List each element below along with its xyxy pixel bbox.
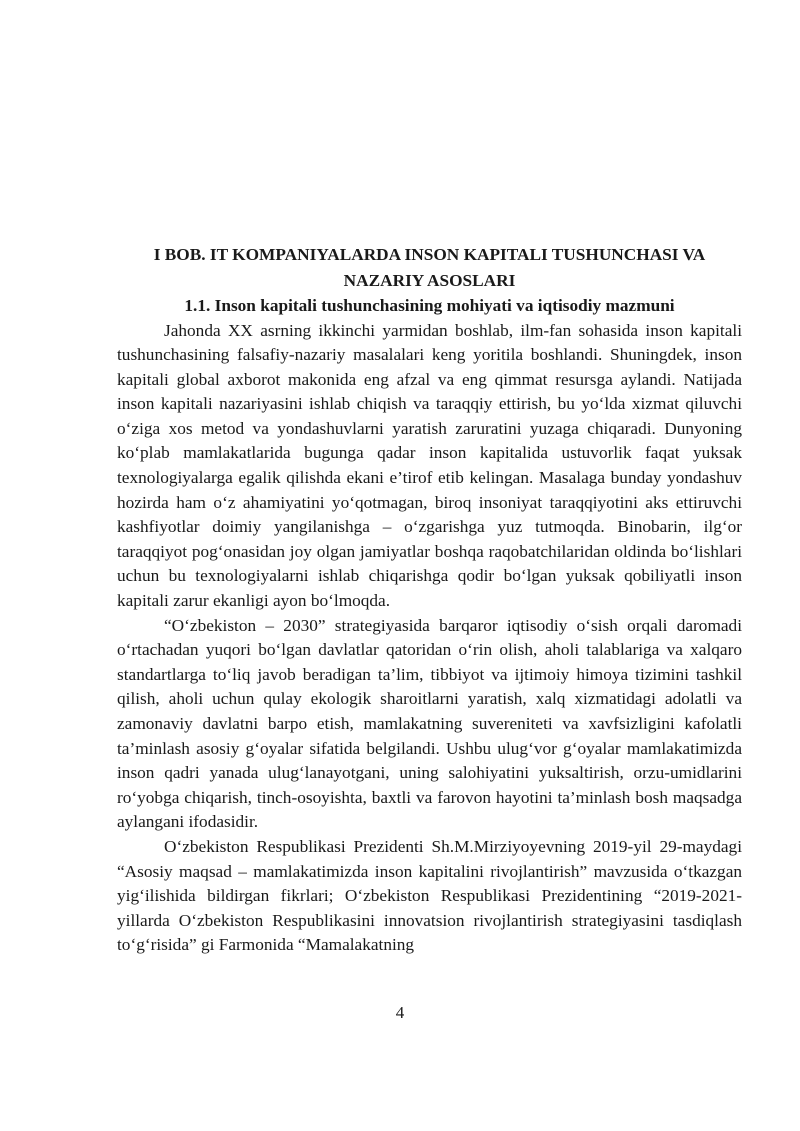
page-content — [117, 242, 742, 958]
page-number: 4 — [395, 1003, 405, 1022]
body-paragraph: Jahonda XX asrning ikkinchi yarmidan boshlab, ilm-fan sohasida inson kapitali tushunchasining falsafiy-nazariy masalalari keng yoritila boshlandi. Shuningdek, inson kapitali global axborot makonida eng afzal va eng qimmat resursga aylandi. Natijada inson kapitali nazariyasini ishlab chiqish va taraqqiy ettirish, bu yo‘lda xizmat qiluvchi o‘ziga xos metod va yondashuvlarni yaratish zaruratini yuzaga chiqaradi. Dunyoning ko‘plab mamlakatlarida bugunga qadar inson kapitalida ustuvorlik faqat yuksak texnologiyalarga egalik qilishda ekani e’tirof etib kelingan. Masalaga bunday yondashuv hozirda ham o‘z ahamiyatini yo‘qotmagan, biroq insoniyat taraqqiyotini aks ettiruvchi kashfiyotlar doimiy yangilanishga – o‘zgarishga yuz tutmoqda. Binobarin, ilg‘or taraqqiyot pog‘onasidan joy olgan jamiyatlar boshqa raqobatchilaridan oldinda bo‘lishlari uchun bu texnologiyalarni ishlab chiqarishga qodir bo‘lgan yuksak qobiliyatli inson kapitali zarur ekanligi ayon bo‘lmoqda. — [117, 320, 742, 611]
body-paragraph: “O‘zbekiston – 2030” strategiyasida barqaror iqtisodiy o‘sish orqali daromadi o‘rtachadan yuqori bo‘lgan davlatlar qatoridan o‘rin olish, aholi talablariga va xalqaro standartlarga to‘liq javob beradigan ta’lim, tibbiyot va ijtimoiy himoya tizimini tashkil qilish, aholi uchun qulay ekologik sharoitlarni yaratish, xalq xizmatidagi adolatli va zamonaviy davlatni barpo etish, mamlakatning suvereniteti va xavfsizligini kafolatli ta’minlash asosiy g‘oyalar sifatida belgilandi. Ushbu ulug‘vor g‘oyalar mamlakatimizda inson qadri yanada ulug‘lanayotgani, uning salohiyatini yuksaltirish, orzu-umidlarini ro‘yobga chiqarish, tinch-osoyishta, baxtli va farovon hayotini ta’minlash bosh maqsadga aylangani ifodasidir. — [117, 615, 742, 832]
body-paragraph: O‘zbekiston Respublikasi Prezidenti Sh.M.Mirziyoyevning 2019-yil 29-maydagi “Asosiy maqsad – mamlakatimizda inson kapitalini rivojlantirish” mavzusida o‘tkazgan yig‘ilishida bildirgan fikrlari; O‘zbekiston Respublikasi Prezidentining “2019-2021-yillarda O‘zbekiston Respublikasini innovatsion rivojlantirish strategiyasini tasdiqlash to‘g‘risida” gi Farmonida “Mamalakatning — [117, 836, 742, 955]
chapter-title: I BOB. IT KOMPANIYALARDA INSON KAPITALI TUSHUNCHASI VA NAZARIY ASOSLARI — [153, 245, 706, 290]
section-title: 1.1. Inson kapitali tushunchasining mohiyati va iqtisodiy mazmuni — [184, 296, 675, 315]
